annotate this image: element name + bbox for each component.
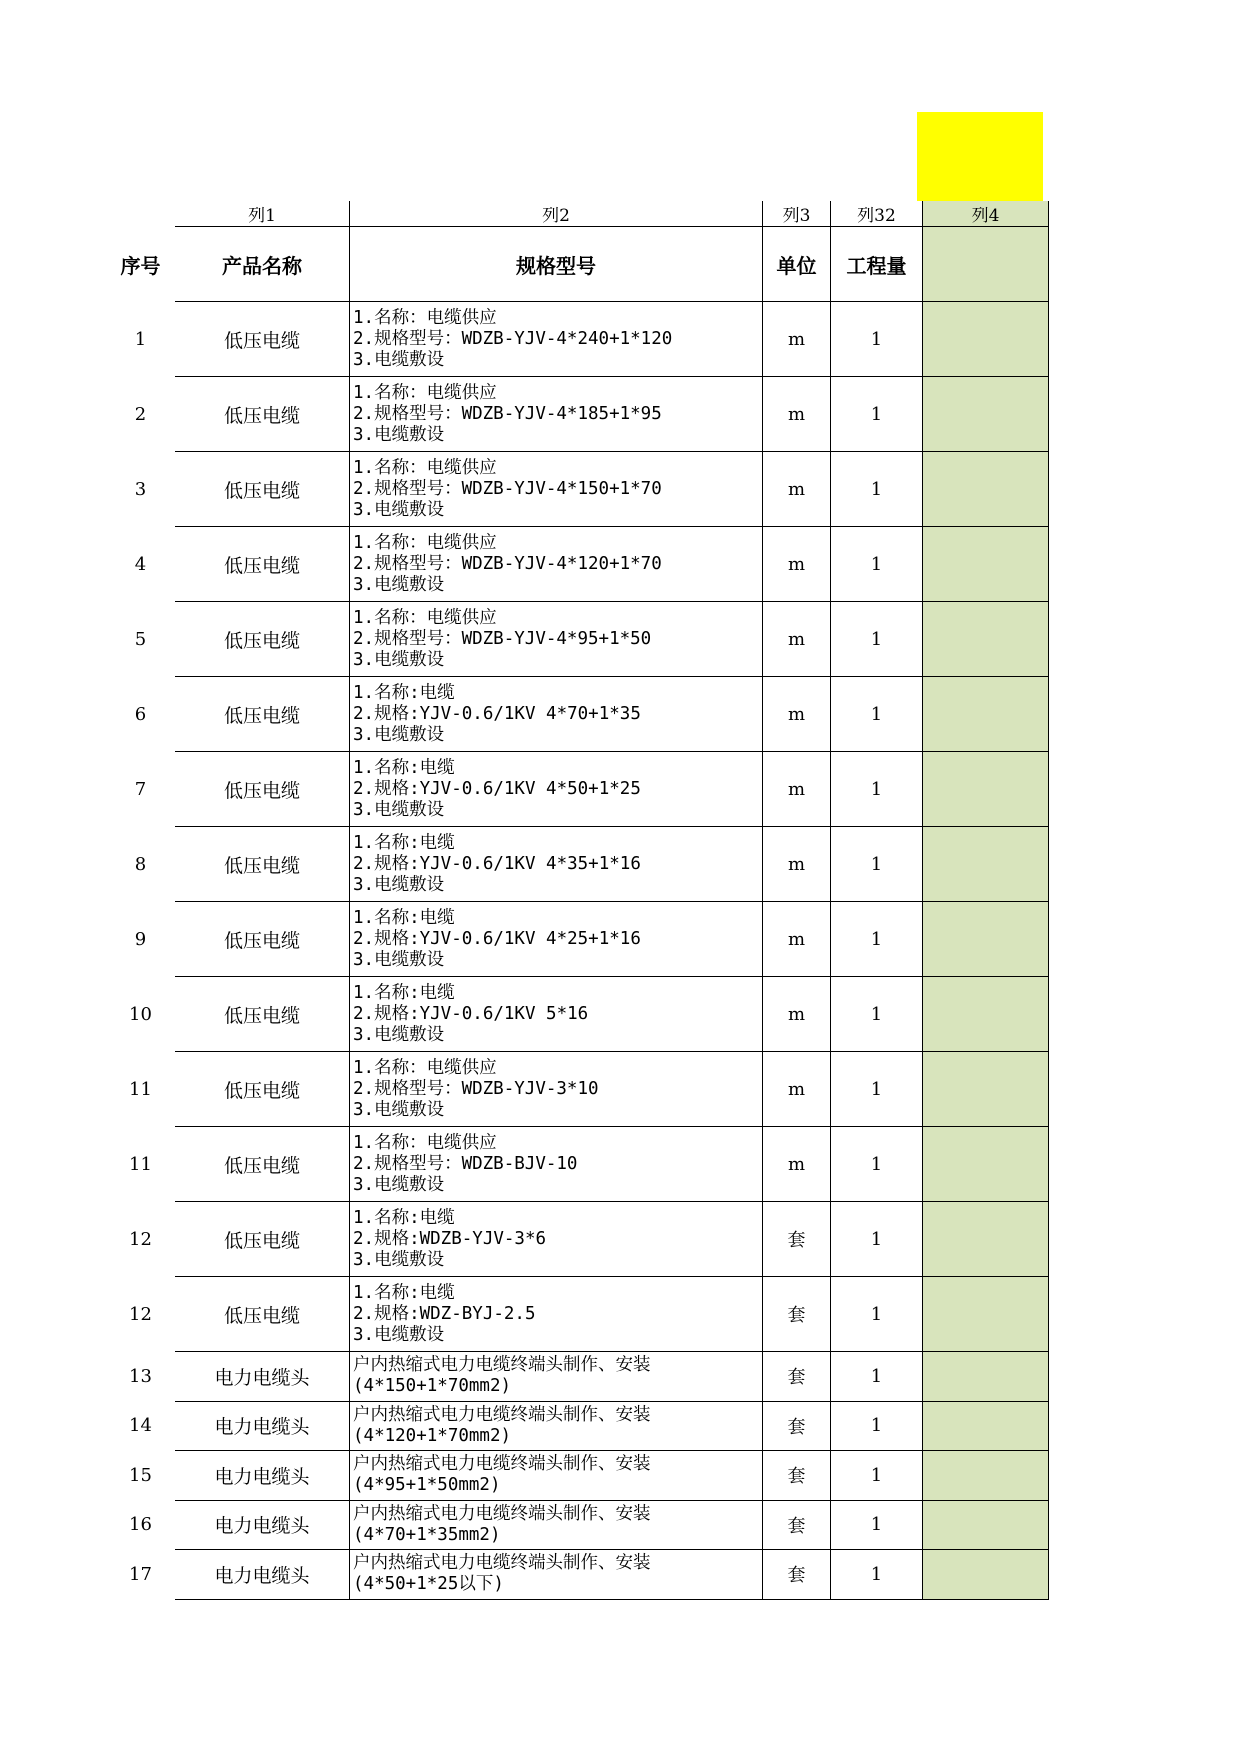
row-serial-no[interactable]: 12 <box>129 1228 152 1250</box>
row-spec-model[interactable] <box>350 827 763 902</box>
row-spec-model[interactable] <box>350 377 763 452</box>
spec-line: 2.规格型号：WDZB-BJV-10 <box>353 1153 578 1174</box>
table-row <box>106 1550 1049 1600</box>
row-green-cell[interactable] <box>923 1550 1049 1600</box>
row-serial-no[interactable]: 5 <box>134 628 147 650</box>
row-serial-no[interactable]: 17 <box>129 1563 152 1585</box>
table-row <box>106 1202 1049 1277</box>
row-product-name[interactable]: 低压电缆 <box>175 827 350 902</box>
spec-line: 3.电缆敷设 <box>353 424 445 445</box>
row-spec-model[interactable] <box>350 1277 763 1352</box>
spec-line: 2.规格:YJV-0.6/1KV 4*35+1*16 <box>353 853 641 874</box>
row-product-name[interactable]: 电力电缆头 <box>175 1500 350 1550</box>
row-quantity[interactable]: 1 <box>831 1500 923 1550</box>
row-product-name[interactable]: 低压电缆 <box>175 902 350 977</box>
spec-line: 3.电缆敷设 <box>353 799 445 820</box>
row-unit[interactable]: 套 <box>763 1451 831 1501</box>
row-unit[interactable]: m <box>763 902 831 977</box>
row-product-name[interactable]: 低压电缆 <box>175 677 350 752</box>
row-quantity[interactable]: 1 <box>831 302 923 377</box>
row-serial-no[interactable]: 3 <box>134 478 147 500</box>
row-green-cell[interactable] <box>923 902 1049 977</box>
table-row <box>106 977 1049 1052</box>
spec-line: 2.规格:YJV-0.6/1KV 4*70+1*35 <box>353 703 641 724</box>
row-quantity[interactable]: 1 <box>831 1401 923 1451</box>
row-product-name[interactable]: 低压电缆 <box>175 1202 350 1277</box>
spec-line: 1.名称:电缆 <box>353 1282 455 1303</box>
row-green-cell[interactable] <box>923 527 1049 602</box>
spec-line: 1.名称：电缆供应 <box>353 1057 497 1078</box>
row-serial-no[interactable]: 1 <box>134 328 147 350</box>
row-spec-model[interactable] <box>350 1127 763 1202</box>
row-serial-no[interactable]: 14 <box>129 1415 152 1437</box>
row-unit[interactable]: m <box>763 977 831 1052</box>
spec-line: 3.电缆敷设 <box>353 949 445 970</box>
row-unit[interactable]: m <box>763 452 831 527</box>
spec-line: 2.规格型号：WDZB-YJV-4*150+1*70 <box>353 478 662 499</box>
spec-line: 3.电缆敷设 <box>353 649 445 670</box>
spec-line: 3.电缆敷设 <box>353 1099 445 1120</box>
header-unit[interactable]: 单位 <box>763 227 831 302</box>
row-product-name[interactable]: 低压电缆 <box>175 602 350 677</box>
row-quantity[interactable]: 1 <box>831 977 923 1052</box>
spec-line: 1.名称：电缆供应 <box>353 457 497 478</box>
table-row <box>106 1052 1049 1127</box>
spec-line: 1.名称：电缆供应 <box>353 307 497 328</box>
spec-line: (4*120+1*70mm2) <box>353 1425 512 1446</box>
row-green-cell[interactable] <box>923 827 1049 902</box>
row-spec-model[interactable] <box>350 752 763 827</box>
row-green-cell[interactable] <box>923 1352 1049 1402</box>
row-quantity[interactable]: 1 <box>831 1127 923 1202</box>
row-green-cell[interactable] <box>923 1052 1049 1127</box>
spec-line: 户内热缩式电力电缆终端头制作、安装 <box>353 1355 651 1376</box>
table-row <box>106 377 1049 452</box>
spec-line: (4*70+1*35mm2) <box>353 1524 501 1545</box>
row-green-cell[interactable] <box>923 302 1049 377</box>
row-spec-model[interactable] <box>350 677 763 752</box>
alias-cell-col32[interactable]: 列32 <box>831 201 923 227</box>
spec-line: 1.名称:电缆 <box>353 832 455 853</box>
spec-line: 1.名称：电缆供应 <box>353 1132 497 1153</box>
spec-line: 1.名称:电缆 <box>353 982 455 1003</box>
row-serial-no[interactable]: 10 <box>129 1003 152 1025</box>
row-spec-model[interactable] <box>350 1202 763 1277</box>
table-row <box>106 902 1049 977</box>
table-row <box>106 677 1049 752</box>
row-unit[interactable]: m <box>763 1127 831 1202</box>
row-green-cell[interactable] <box>923 677 1049 752</box>
spec-line: 1.名称：电缆供应 <box>353 532 497 553</box>
spec-line: 3.电缆敷设 <box>353 574 445 595</box>
spec-line: 1.名称：电缆供应 <box>353 607 497 628</box>
spec-line: 户内热缩式电力电缆终端头制作、安装 <box>353 1404 651 1425</box>
spec-line: (4*150+1*70mm2) <box>353 1376 512 1397</box>
header-spec-model[interactable]: 规格型号 <box>350 227 763 302</box>
header-quantity[interactable]: 工程量 <box>831 227 923 302</box>
header-serial-no[interactable]: 序号 <box>120 253 161 278</box>
row-quantity[interactable]: 1 <box>831 1550 923 1600</box>
spec-line: 2.规格型号：WDZB-YJV-4*240+1*120 <box>353 328 673 349</box>
row-green-cell[interactable] <box>923 1451 1049 1501</box>
row-unit[interactable]: 套 <box>763 1500 831 1550</box>
row-unit[interactable]: 套 <box>763 1202 831 1277</box>
row-unit[interactable]: m <box>763 602 831 677</box>
spec-line: 2.规格型号：WDZB-YJV-4*185+1*95 <box>353 403 662 424</box>
row-spec-model[interactable] <box>350 302 763 377</box>
row-product-name[interactable]: 低压电缆 <box>175 977 350 1052</box>
row-serial-no[interactable]: 16 <box>129 1514 152 1536</box>
row-product-name[interactable]: 低压电缆 <box>175 1052 350 1127</box>
spec-line: 3.电缆敷设 <box>353 499 445 520</box>
row-spec-model[interactable] <box>350 527 763 602</box>
alias-cell-col4[interactable]: 列4 <box>923 201 1049 227</box>
spec-line: 1.名称:电缆 <box>353 907 455 928</box>
spec-line: 3.电缆敷设 <box>353 349 445 370</box>
table-row <box>106 1500 1049 1550</box>
alias-cell-col2[interactable]: 列2 <box>350 201 763 227</box>
table-row <box>106 1277 1049 1352</box>
table-row <box>106 1451 1049 1501</box>
spec-line: 3.电缆敷设 <box>353 1324 445 1345</box>
row-unit[interactable]: m <box>763 677 831 752</box>
spec-line: 户内热缩式电力电缆终端头制作、安装 <box>353 1503 651 1524</box>
row-quantity[interactable]: 1 <box>831 1277 923 1352</box>
table-row <box>106 1127 1049 1202</box>
row-serial-no[interactable]: 6 <box>134 703 147 725</box>
row-serial-no[interactable]: 9 <box>134 928 147 950</box>
row-spec-model[interactable] <box>350 1451 763 1501</box>
spec-line: 3.电缆敷设 <box>353 1174 445 1195</box>
header-product-name[interactable]: 产品名称 <box>175 227 350 302</box>
row-green-cell[interactable] <box>923 977 1049 1052</box>
spec-line: 2.规格:YJV-0.6/1KV 4*50+1*25 <box>353 778 641 799</box>
row-serial-no[interactable]: 11 <box>129 1078 152 1100</box>
row-quantity[interactable]: 1 <box>831 377 923 452</box>
spec-line: (4*50+1*25以下) <box>353 1574 504 1595</box>
row-spec-model[interactable] <box>350 1500 763 1550</box>
row-quantity[interactable]: 1 <box>831 1052 923 1127</box>
row-serial-no[interactable]: 13 <box>129 1365 152 1387</box>
table-row <box>106 1352 1049 1402</box>
row-serial-no[interactable]: 4 <box>134 553 147 575</box>
row-unit[interactable]: 套 <box>763 1277 831 1352</box>
spec-line: 2.规格:YJV-0.6/1KV 4*25+1*16 <box>353 928 641 949</box>
row-unit[interactable]: m <box>763 1052 831 1127</box>
header-green-cell[interactable] <box>923 227 1049 302</box>
row-spec-model[interactable] <box>350 602 763 677</box>
alias-cell-col1[interactable]: 列1 <box>175 201 350 227</box>
row-quantity[interactable]: 1 <box>831 1352 923 1402</box>
spec-line: 1.名称:电缆 <box>353 757 455 778</box>
row-green-cell[interactable] <box>923 377 1049 452</box>
spec-line: 2.规格:WDZ-BYJ-2.5 <box>353 1303 536 1324</box>
row-serial-no[interactable]: 7 <box>134 778 147 800</box>
row-quantity[interactable]: 1 <box>831 677 923 752</box>
row-green-cell[interactable] <box>923 1202 1049 1277</box>
row-unit[interactable]: m <box>763 827 831 902</box>
row-quantity[interactable]: 1 <box>831 1451 923 1501</box>
row-product-name[interactable]: 低压电缆 <box>175 527 350 602</box>
row-quantity[interactable]: 1 <box>831 527 923 602</box>
row-product-name[interactable]: 电力电缆头 <box>175 1451 350 1501</box>
row-product-name[interactable]: 电力电缆头 <box>175 1401 350 1451</box>
table-row <box>106 452 1049 527</box>
row-unit[interactable]: m <box>763 302 831 377</box>
spec-line: 2.规格:YJV-0.6/1KV 5*16 <box>353 1003 589 1024</box>
row-quantity[interactable]: 1 <box>831 752 923 827</box>
row-green-cell[interactable] <box>923 452 1049 527</box>
row-unit[interactable]: m <box>763 527 831 602</box>
spec-line: 2.规格型号：WDZB-YJV-4*120+1*70 <box>353 553 662 574</box>
row-spec-model[interactable] <box>350 977 763 1052</box>
row-serial-no[interactable]: 2 <box>134 403 147 425</box>
spec-line: 3.电缆敷设 <box>353 874 445 895</box>
row-spec-model[interactable] <box>350 1352 763 1402</box>
row-green-cell[interactable] <box>923 1127 1049 1202</box>
row-unit[interactable]: 套 <box>763 1401 831 1451</box>
table-row <box>106 527 1049 602</box>
table-row <box>106 602 1049 677</box>
row-serial-no[interactable]: 8 <box>134 853 147 875</box>
column-alias-row <box>106 201 1049 227</box>
row-product-name[interactable]: 低压电缆 <box>175 452 350 527</box>
row-spec-model[interactable] <box>350 452 763 527</box>
spec-line: 3.电缆敷设 <box>353 1249 445 1270</box>
row-serial-no[interactable]: 15 <box>129 1464 152 1486</box>
table-row <box>106 827 1049 902</box>
row-spec-model[interactable] <box>350 1052 763 1127</box>
row-product-name[interactable]: 电力电缆头 <box>175 1550 350 1600</box>
row-green-cell[interactable] <box>923 752 1049 827</box>
row-product-name[interactable]: 低压电缆 <box>175 1277 350 1352</box>
alias-cell-col3[interactable]: 列3 <box>763 201 831 227</box>
spec-line: 2.规格型号：WDZB-YJV-4*95+1*50 <box>353 628 652 649</box>
row-green-cell[interactable] <box>923 1277 1049 1352</box>
spec-line: (4*95+1*50mm2) <box>353 1475 501 1496</box>
spec-line: 1.名称：电缆供应 <box>353 382 497 403</box>
row-quantity[interactable]: 1 <box>831 1202 923 1277</box>
spec-line: 2.规格:WDZB-YJV-3*6 <box>353 1228 547 1249</box>
row-green-cell[interactable] <box>923 1401 1049 1451</box>
spec-line: 户内热缩式电力电缆终端头制作、安装 <box>353 1454 651 1475</box>
row-product-name[interactable]: 低压电缆 <box>175 302 350 377</box>
row-unit[interactable]: m <box>763 752 831 827</box>
row-unit[interactable]: m <box>763 377 831 452</box>
table-row <box>106 302 1049 377</box>
row-product-name[interactable]: 电力电缆头 <box>175 1352 350 1402</box>
row-unit[interactable]: 套 <box>763 1352 831 1402</box>
row-quantity[interactable]: 1 <box>831 602 923 677</box>
row-quantity[interactable]: 1 <box>831 827 923 902</box>
table-row <box>106 752 1049 827</box>
row-product-name[interactable]: 低压电缆 <box>175 377 350 452</box>
spec-line: 2.规格型号：WDZB-YJV-3*10 <box>353 1078 599 1099</box>
row-green-cell[interactable] <box>923 602 1049 677</box>
spec-line: 户内热缩式电力电缆终端头制作、安装 <box>353 1553 651 1574</box>
spec-line: 3.电缆敷设 <box>353 1024 445 1045</box>
header-row <box>106 227 1049 302</box>
yellow-highlight-block <box>917 112 1043 201</box>
row-quantity[interactable]: 1 <box>831 452 923 527</box>
row-product-name[interactable]: 低压电缆 <box>175 1127 350 1202</box>
alias-cell-blank <box>106 201 175 227</box>
spec-line: 3.电缆敷设 <box>353 724 445 745</box>
table-row <box>106 1401 1049 1451</box>
spec-line: 1.名称:电缆 <box>353 682 455 703</box>
row-spec-model[interactable] <box>350 902 763 977</box>
row-product-name[interactable]: 低压电缆 <box>175 752 350 827</box>
spec-line: 1.名称:电缆 <box>353 1207 455 1228</box>
row-spec-model[interactable] <box>350 1550 763 1600</box>
row-serial-no[interactable]: 11 <box>129 1153 152 1175</box>
row-quantity[interactable]: 1 <box>831 902 923 977</box>
row-serial-no[interactable]: 12 <box>129 1303 152 1325</box>
row-green-cell[interactable] <box>923 1500 1049 1550</box>
row-spec-model[interactable] <box>350 1401 763 1451</box>
row-unit[interactable]: 套 <box>763 1550 831 1600</box>
cable-quantity-table <box>106 201 1049 1600</box>
